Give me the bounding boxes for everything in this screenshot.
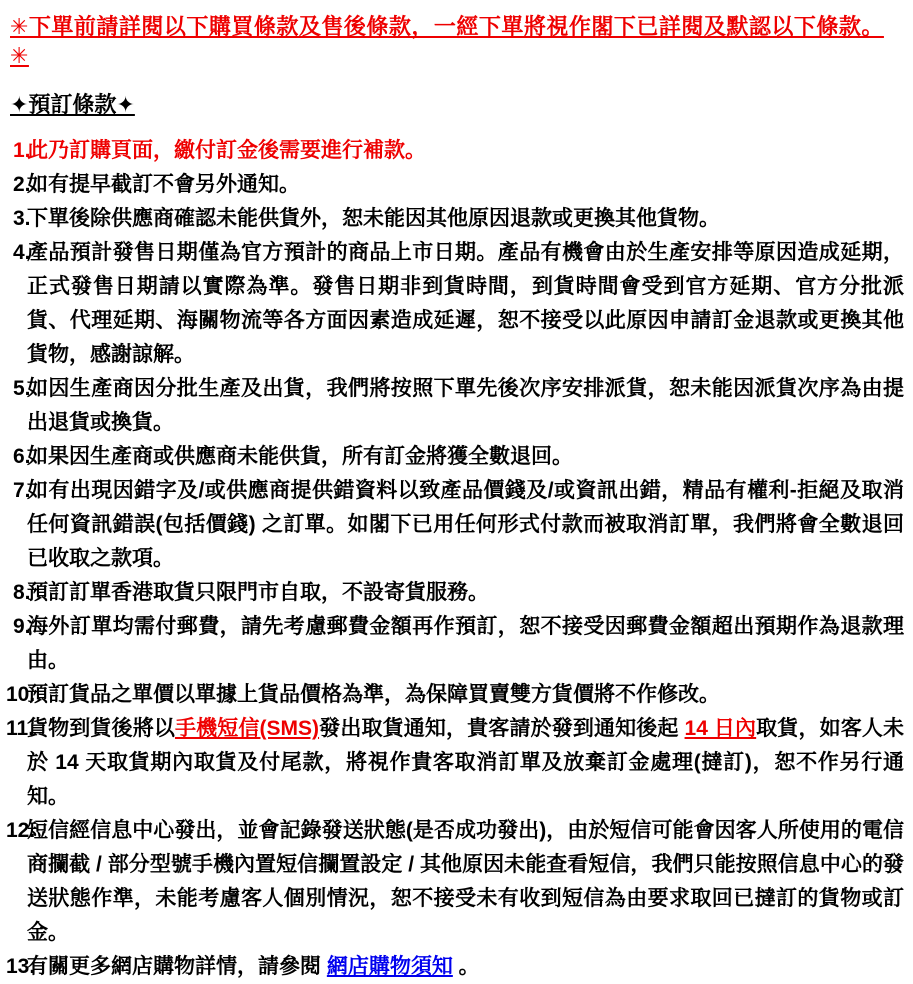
term-item-3	[10, 202, 904, 236]
pickup-deadline-highlight: 14 日內	[684, 717, 757, 740]
term-text: 預訂訂單香港取貨只限門市自取，不設寄貨服務。	[27, 581, 489, 604]
term-item-8	[10, 576, 904, 610]
term-item-6	[10, 440, 904, 474]
term-number: 3.	[13, 207, 31, 230]
term-text-part: 有關更多網店購物詳情，請參閱	[27, 955, 327, 978]
term-item-7	[10, 474, 904, 576]
sms-notification-highlight: 手機短信(SMS)	[174, 717, 320, 740]
term-item-12	[6, 814, 904, 950]
term-item-5	[10, 372, 904, 440]
term-text: 產品預計發售日期僅為官方預計的商品上市日期。產品有機會由於生產安排等原因造成延期，正式發售日期請以實際為準。發售日期非到貨時間，到貨時間會受到官方延期、官方分批派貨、代理延期、海關物流等各方面因素造成延遲，恕不接受以此原因申請訂金退款或更換其他貨物，感謝諒解。	[27, 241, 904, 366]
term-number: 2.	[13, 173, 31, 196]
term-number: 13.	[6, 955, 36, 978]
term-item-2	[10, 168, 904, 202]
term-item-4	[10, 236, 904, 372]
term-number: 1.	[13, 139, 31, 162]
term-number: 7.	[13, 479, 31, 502]
term-text-part: 取貨，如客人未於 14 天取貨期內取貨及付尾款，將視作貴客取消訂單及放棄訂金處理(撻訂)，恕不作另行通知。	[27, 717, 905, 808]
term-number: 8.	[13, 581, 31, 604]
term-text-part: 發出取貨通知，貴客請於發到通知後起	[319, 717, 685, 740]
term-text-part: 。	[452, 955, 480, 978]
term-text: 如因生產商因分批生產及出貨，我們將按照下單先後次序安排派貨，恕未能因派貨次序為由提出退貨或換貨。	[27, 377, 904, 434]
term-text: 如果因生產商或供應商未能供貨，所有訂金將獲全數退回。	[27, 445, 573, 468]
term-text-part: 貨物到貨後將以	[27, 717, 175, 740]
term-item-9	[10, 610, 904, 678]
term-item-13	[6, 950, 904, 984]
term-number: 6.	[13, 445, 31, 468]
section-heading-preorder-terms: ✦預訂條款✦	[10, 92, 135, 117]
term-number: 5.	[13, 377, 31, 400]
term-number: 12.	[6, 819, 36, 842]
term-text: 短信經信息中心發出，並會記錄發送狀態(是否成功發出)，由於短信可能會因客人所使用的電信商攔截 / 部分型號手機內置短信攔置設定 / 其他原因未能查看短信，我們只能按照信息中心的發送狀態作準，未能考慮客人個別情況，恕不接受未有收到短信為由要求取回已撻訂的貨物或訂金。	[27, 819, 904, 944]
term-text: 預訂貨品之單價以單據上貨品價格為準，為保障買賣雙方貨價將不作修改。	[27, 683, 720, 706]
term-number: 10.	[6, 683, 36, 706]
term-text: 海外訂單均需付郵費，請先考慮郵費金額再作預訂，恕不接受因郵費金額超出預期作為退款理由。	[27, 615, 904, 672]
term-number: 9.	[13, 615, 31, 638]
term-item-1	[10, 134, 904, 168]
term-text: 如有出現因錯字及/或供應商提供錯資料以致產品價錢及/或資訊出錯，精品有權利-拒絕及取消任何資訊錯誤(包括價錢) 之訂單。如閣下已用任何形式付款而被取消訂單，我們將會全數退回已收取之款項。	[27, 479, 904, 570]
term-number: 4.	[13, 241, 31, 264]
term-text: 此乃訂購頁面，繳付訂金後需要進行補款。	[27, 139, 426, 162]
pre-order-notice-banner: ✳下單前請詳閱以下購買條款及售後條款，一經下單將視作閣下已詳閱及默認以下條款。 ✳	[10, 14, 884, 68]
shop-guide-link[interactable]: 網店購物須知	[326, 955, 453, 978]
term-text: 如有提早截訂不會另外通知。	[27, 173, 300, 196]
term-text: 下單後除供應商確認未能供貨外，恕未能因其他原因退款或更換其他貨物。	[27, 207, 720, 230]
terms-list	[6, 134, 905, 984]
term-number: 11.	[6, 717, 35, 740]
term-item-10	[6, 678, 904, 712]
term-item-11	[6, 712, 905, 814]
